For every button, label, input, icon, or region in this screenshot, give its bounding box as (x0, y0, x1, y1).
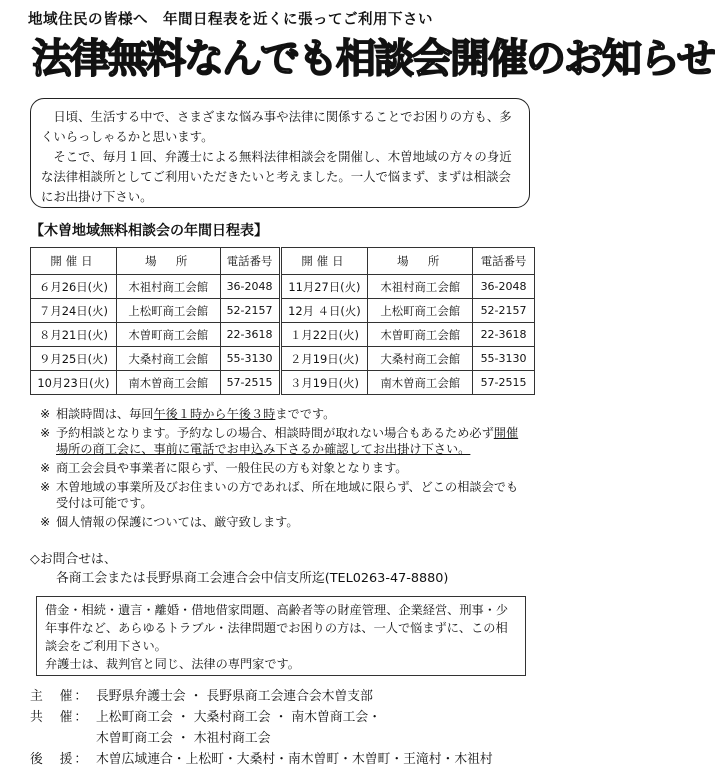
info-paragraph-1: 借金・相続・遺言・離婚・借地借家問題、高齢者等の財産管理、企業経営、刑事・少年事件など、あらゆるトラブル・法律問題でお困りの方は、一人で悩まずに、この相談会をご利用下さい。 (45, 603, 509, 653)
place-cell: 上松町商工会館 (116, 299, 220, 323)
date-cell: 12月 ４日(火) (280, 299, 368, 323)
inquiry-section (30, 550, 530, 588)
credit-label: 共 催： (30, 710, 90, 725)
note-mark: ※ (40, 515, 51, 529)
date-cell: 11月27日(火) (280, 275, 368, 299)
credit-support (30, 749, 540, 770)
place-cell: 南木曽商工会館 (368, 371, 473, 395)
table-row (31, 371, 535, 395)
schedule-title: 【木曽地域無料相談会の年間日程表】 (30, 223, 268, 239)
credits-section (30, 686, 540, 770)
schedule-header-row (31, 248, 535, 275)
place-cell: 上松町商工会館 (368, 299, 473, 323)
credit-cohost (30, 707, 540, 728)
header-date: 開催日 (31, 248, 117, 275)
table-row (31, 347, 535, 371)
date-cell: ３月19日(火) (280, 371, 368, 395)
credit-value: 木曽広域連合・上松町・大桑村・南木曽町・木曽町・王滝村・木祖村 (96, 752, 493, 767)
note-mark: ※ (40, 461, 51, 475)
info-box (36, 596, 526, 676)
note-text: 商工会会員や事業者に限らず、一般住民の方も対象となります。 (56, 461, 408, 475)
header-tel: 電話番号 (220, 248, 280, 275)
place-cell: 大桑村商工会館 (368, 347, 473, 371)
note-mark: ※ (40, 407, 51, 421)
note-underlined-text: 開催場所の商工会に、事前に電話でお申込み下さるか確認してお出掛け下さい。 (56, 426, 519, 456)
tel-cell: 55-3130 (473, 347, 535, 371)
date-cell: １月22日(火) (280, 323, 368, 347)
credit-label: 主 催： (30, 689, 90, 704)
place-cell: 大桑村商工会館 (116, 347, 220, 371)
header-line: 地域住民の皆様へ 年間日程表を近くに張ってご利用下さい (28, 12, 433, 28)
note-mark: ※ (40, 480, 51, 494)
tel-cell: 57-2515 (220, 371, 280, 395)
note-underlined-text: 午後１時から午後３時 (153, 407, 276, 421)
tel-cell: 22-3618 (473, 323, 535, 347)
intro-paragraph-2: そこで、毎月１回、弁護士による無料法律相談会を開催し、木曽地域の方々の身近な法律相談所としてご利用いただきたいと考えました。一人で悩まず、まずは相談会にお出掛け下さい。 (41, 149, 512, 204)
credit-value: 上松町商工会 ・ 大桑村商工会 ・ 南木曽商工会・ (96, 710, 382, 725)
note-text: 木曽地域の事業所及びお住まいの方であれば、所在地域に限らず、どこの相談会でも受付は可能です。 (56, 480, 519, 510)
schedule-table (30, 247, 535, 395)
intro-box (30, 98, 530, 208)
header-date: 開催日 (280, 248, 368, 275)
header-tel: 電話番号 (473, 248, 535, 275)
table-row (31, 299, 535, 323)
table-row (31, 323, 535, 347)
date-cell: ７月24日(火) (31, 299, 117, 323)
main-title: 法律無料なんでも相談会開催のお知らせ (32, 36, 715, 82)
intro-paragraph-1: 日頃、生活する中で、さまざまな悩み事や法律に関係することでお困りの方も、多くいらっしゃるかと思います。 (41, 109, 512, 144)
place-cell: 木曽町商工会館 (116, 323, 220, 347)
tel-cell: 52-2157 (220, 299, 280, 323)
info-paragraph-2: 弁護士は、裁判官と同じ、法律の専門家です。 (45, 657, 300, 671)
inquiry-lead: ◇お問合せは、 (30, 552, 117, 567)
note-text: 個人情報の保護については、厳守致します。 (56, 515, 299, 529)
header-place: 場 所 (368, 248, 473, 275)
date-cell: ６月26日(火) (31, 275, 117, 299)
credit-host (30, 686, 540, 707)
note-any-venue (40, 479, 530, 511)
place-cell: 木祖村商工会館 (116, 275, 220, 299)
date-cell: ８月21日(火) (31, 323, 117, 347)
date-cell: 10月23日(火) (31, 371, 117, 395)
table-row (31, 275, 535, 299)
inquiry-contact: 各商工会または長野県商工会連合会中信支所迄(TEL0263-47-8880) (56, 571, 449, 586)
tel-cell: 36-2048 (220, 275, 280, 299)
place-cell: 木祖村商工会館 (368, 275, 473, 299)
tel-cell: 52-2157 (473, 299, 535, 323)
note-eligibility (40, 460, 530, 476)
note-text: 相談時間は、毎回 (56, 407, 154, 421)
note-privacy (40, 514, 530, 530)
place-cell: 木曽町商工会館 (368, 323, 473, 347)
tel-cell: 36-2048 (473, 275, 535, 299)
place-cell: 南木曽商工会館 (116, 371, 220, 395)
note-text: 予約相談となります。予約なしの場合、相談時間が取れない場合もあるため必ず (56, 426, 494, 440)
tel-cell: 22-3618 (220, 323, 280, 347)
note-consultation-hours (40, 406, 530, 422)
header-place: 場 所 (116, 248, 220, 275)
credit-cohost-continued (30, 728, 540, 749)
credit-value: 木曽町商工会 ・ 木祖村商工会 (96, 731, 271, 746)
credit-label: 後 援： (30, 752, 90, 767)
credit-value: 長野県弁護士会 ・ 長野県商工会連合会木曽支部 (96, 689, 373, 704)
tel-cell: 55-3130 (220, 347, 280, 371)
note-reservation (40, 425, 530, 457)
note-text: までです。 (275, 407, 336, 421)
notes-list (40, 406, 530, 533)
date-cell: ２月19日(火) (280, 347, 368, 371)
note-mark: ※ (40, 426, 51, 440)
date-cell: ９月25日(火) (31, 347, 117, 371)
tel-cell: 57-2515 (473, 371, 535, 395)
